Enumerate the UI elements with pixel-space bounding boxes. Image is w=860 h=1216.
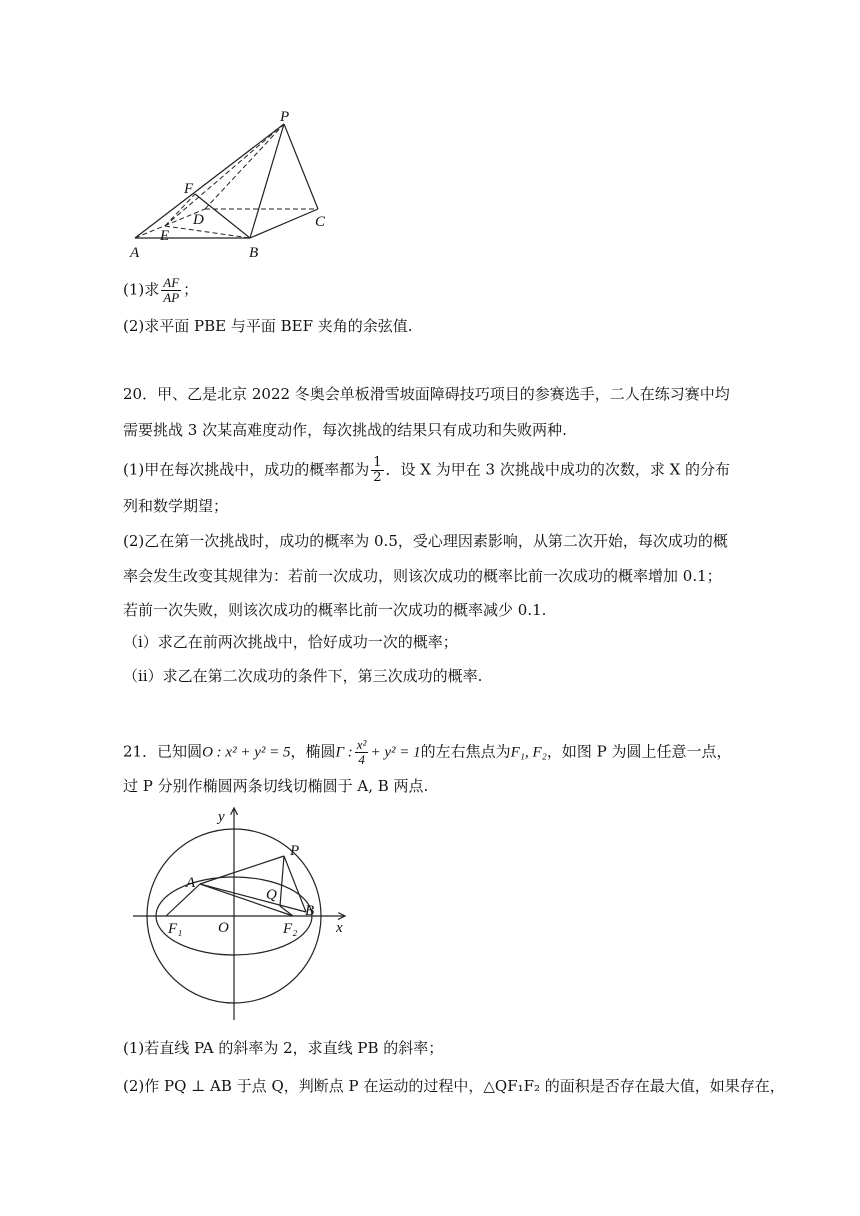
q20-fraction	[371, 456, 383, 485]
q19-part1	[123, 276, 198, 305]
circle-ellipse-figure	[125, 800, 355, 1025]
q20-line3-prefix: (1)甲在每次挑战中，成功的概率都为	[123, 460, 370, 479]
q21-line1-a: 21．已知圆	[123, 742, 203, 761]
q21-line1-b: ，椭圆	[290, 742, 336, 761]
label-C: C	[315, 214, 326, 230]
q20-line4: 列和数学期望；	[123, 497, 229, 515]
label-P: P	[280, 109, 290, 125]
label-B2: B	[305, 903, 315, 919]
q21-line1-c: 的左右焦点为	[420, 742, 511, 761]
label-B: B	[249, 245, 259, 261]
label-x: x	[336, 920, 343, 936]
q20-line3-suffix: ．设 X 为甲在 3 次挑战中成功的次数，求 X 的分布	[385, 460, 731, 479]
q21-fraction	[355, 738, 369, 767]
q21-fraction-num: x²	[356, 737, 367, 752]
label-P2: P	[290, 843, 300, 859]
q20-fraction-num: 1	[373, 455, 382, 470]
q20-line7: 若前一次失败，则该次成功的概率比前一次成功的概率减少 0.1.	[123, 601, 547, 619]
q19-fraction-num: AF	[163, 275, 180, 290]
pyramid-figure	[120, 100, 340, 265]
q19-part1-prefix: (1)求	[123, 280, 160, 299]
q20-line3	[123, 456, 730, 485]
q21-ellipse-post: + y² = 1	[370, 744, 421, 761]
q21-line1	[123, 738, 732, 767]
q21-ellipse-pre: Γ :	[335, 744, 353, 761]
q20-line1: 20．甲、乙是北京 2022 冬奥会单板滑雪坡面障碍技巧项目的参赛选手，二人在练习赛中均	[123, 385, 730, 403]
q19-fraction	[161, 276, 181, 305]
q19-part1-suffix: ；	[183, 280, 199, 299]
label-O: O	[218, 920, 229, 936]
q20-fraction-den: 2	[373, 470, 382, 485]
q21-foci: F₁, F₂	[510, 744, 547, 761]
q20-line6: 率会发生改变其规律为：若前一次成功，则该次成功的概率比前一次成功的概率增加 0.1；	[123, 567, 722, 585]
label-D: D	[193, 212, 204, 228]
q21-part1: (1)若直线 PA 的斜率为 2，求直线 PB 的斜率；	[123, 1039, 444, 1057]
q20-line5: (2)乙在第一次挑战时，成功的概率为 0.5，受心理因素影响，从第二次开始，每次成功的概	[123, 532, 728, 550]
label-A: A	[130, 245, 140, 261]
label-F: F	[184, 181, 194, 197]
q21-circle-eq: O : x² + y² = 5	[202, 744, 291, 761]
q21-line2: 过 P 分别作椭圆两条切线切椭圆于 A, B 两点.	[123, 777, 429, 795]
label-Q: Q	[266, 887, 277, 903]
q20-line8: （ⅰ）求乙在前两次挑战中，恰好成功一次的概率；	[123, 633, 458, 651]
q21-part2: (2)作 PQ ⊥ AB 于点 Q，判断点 P 在运动的过程中，△QF₁F₂ 的面积是否存在最大值，如果存在，	[123, 1077, 785, 1095]
q20-line9: （ⅱ）求乙在第二次成功的条件下，第三次成功的概率.	[123, 667, 483, 685]
q20-line2: 需要挑战 3 次某高难度动作，每次挑战的结果只有成功和失败两种.	[123, 421, 567, 439]
label-y: y	[218, 809, 225, 825]
q21-line1-d: ，如图 P 为圆上任意一点，	[546, 742, 732, 761]
label-A2: A	[186, 875, 196, 891]
label-F2: F₂	[283, 921, 298, 937]
label-F1: F₁	[168, 921, 183, 937]
q19-part2: (2)求平面 PBE 与平面 BEF 夹角的余弦值.	[123, 317, 413, 335]
label-E: E	[160, 228, 170, 244]
q21-fraction-den: 4	[358, 752, 365, 767]
q19-fraction-den: AP	[163, 290, 180, 305]
